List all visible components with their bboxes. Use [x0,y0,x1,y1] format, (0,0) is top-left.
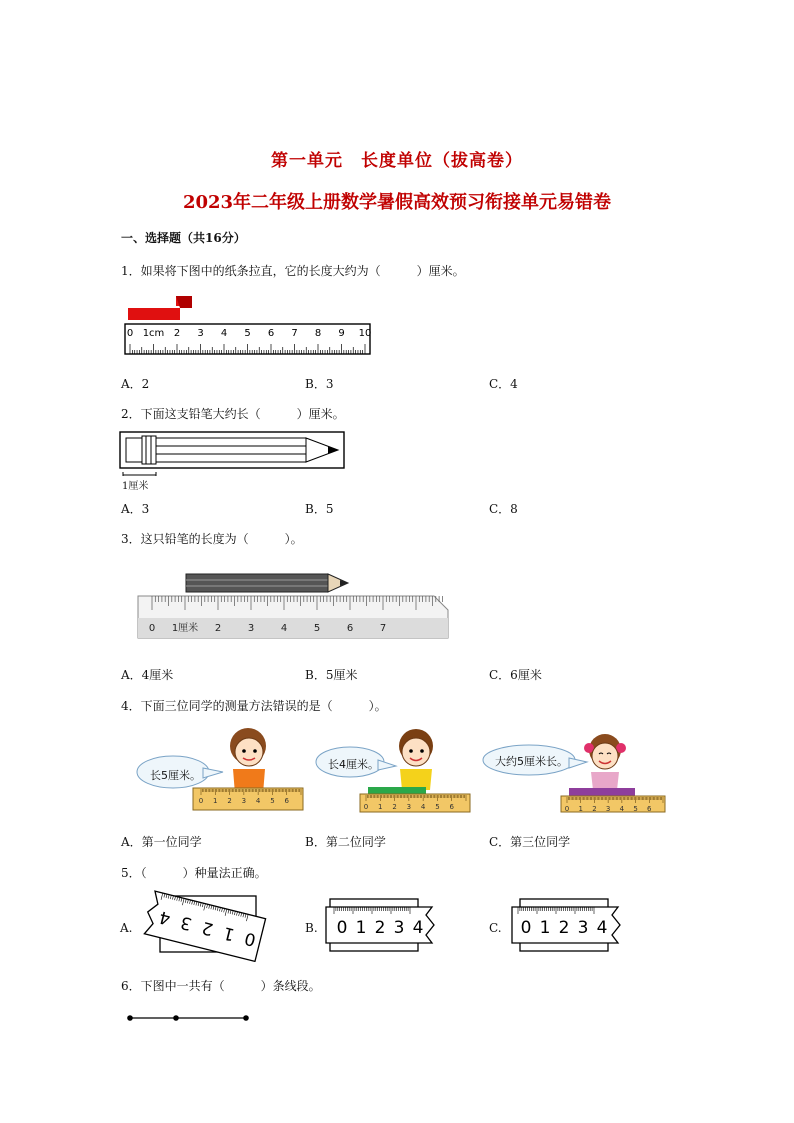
q4-ruler-label: 0 [363,803,369,811]
q6-point-2 [173,1015,179,1021]
q3-option-c[interactable]: C．6厘米 [489,668,542,682]
q4-ruler-label: 1 [578,805,583,813]
q1-ruler-label: 9 [338,328,345,339]
q4-ruler-label: 5 [270,797,275,805]
q4-ruler-label: 3 [605,805,611,813]
q1-ruler-label: 8 [314,328,322,339]
q5-ruler-digit: 2 [374,918,386,938]
q2-option-b[interactable]: B．5 [305,502,334,516]
q5-ruler-digit: 4 [596,918,608,938]
q5-ruler-digit: 2 [199,916,216,939]
question-2: 2．下面这支铅笔大约长（ ）厘米。 [121,407,345,421]
q5-ruler-digit: 4 [412,918,424,938]
q3-ruler-figure [134,566,452,642]
q5-ruler-digit: 1 [539,918,551,938]
q3-ruler-label: 0 [148,623,156,634]
q5-ruler-digit: 3 [577,918,589,938]
q4-ruler-label: 6 [449,803,454,811]
q1-ruler-label: 5 [244,328,251,339]
question-4: 4．下面三位同学的测量方法错误的是（ ）。 [121,699,387,713]
q5-ruler-digit: 0 [242,927,259,950]
q2-option-c[interactable]: C．8 [489,502,518,516]
q1-ruler-figure [122,292,374,358]
q1-ruler-label: 0 [126,328,134,339]
q4-ruler-label: 5 [435,803,440,811]
q3-option-b[interactable]: B．5厘米 [305,668,358,682]
q1-ruler-label: 2 [173,328,181,339]
q5-ruler-digit: 1 [355,918,367,938]
q1-ruler-label: 4 [220,328,228,339]
q4-ruler-label: 4 [420,803,426,811]
q5-option-b[interactable]: B. [305,921,318,935]
q5-figure-b [322,893,452,955]
q1-ruler-label: 6 [267,328,275,339]
q4-student-3 [477,726,667,814]
q2-option-a[interactable]: A．3 [121,502,150,516]
question-6: 6．下图中一共有（ ）条线段。 [121,979,321,993]
q4-option-b[interactable]: B．第二位同学 [305,835,386,849]
page-title: 第一单元 长度单位（拔高卷） [271,151,523,171]
q1-ruler-label: 3 [197,328,204,339]
q4-ruler-label: 1 [213,797,218,805]
q4-ruler-label: 2 [227,797,232,805]
q3-ruler-label: 5 [313,623,321,634]
q2-ferrule [142,436,156,464]
q4-option-a[interactable]: A．第一位同学 [121,835,202,849]
question-1: 1．如果将下图中的纸条拉直，它的长度大约为（ ）厘米。 [121,264,465,278]
q4-bubble-2: 长4厘米。 [328,758,379,771]
q1-option-c[interactable]: C．4 [489,377,518,391]
q4-bubble-1: 长5厘米。 [150,769,201,782]
q4-ruler-label: 6 [647,805,652,813]
q5-option-a[interactable]: A. [120,921,133,935]
q1-ruler-label: 10 [358,328,372,339]
q2-unit-label: 1厘米 [122,481,149,492]
q5-ruler-digit: 4 [157,906,173,929]
q3-ruler-label: 3 [247,623,255,634]
q5-figure-c [506,893,636,955]
q1-ruler-label: 7 [291,328,298,339]
q5-option-c[interactable]: C. [489,921,502,935]
q5-ruler-digit: 3 [393,918,405,938]
q3-pencil-body [186,574,328,592]
q4-bubble-3: 大约5厘米长。 [495,755,568,768]
q5-ruler-digit: 0 [336,918,348,938]
q4-ruler-label: 2 [392,803,397,811]
q4-ruler-label: 6 [284,797,289,805]
q4-ruler-label: 1 [378,803,383,811]
q3-ruler-label: 6 [346,623,354,634]
q5-figure-a [138,890,268,962]
q5-ruler-digit: 3 [178,911,194,934]
q5-ruler-digit: 1 [221,922,237,945]
q4-ruler-label: 0 [564,805,570,813]
q4-ruler-label: 0 [198,797,204,805]
q4-option-c[interactable]: C．第三位同学 [489,835,571,849]
section-heading: 一、选择题（共16分） [121,231,246,245]
q6-segments-figure [124,1011,254,1025]
q4-ruler-label: 3 [241,797,247,805]
q3-ruler-label: 1厘米 [171,623,199,634]
q1-option-b[interactable]: B．3 [305,377,334,391]
q1-paper-strip-fold [176,296,192,308]
question-5: 5．（ ）种量法正确。 [121,866,267,880]
q4-ruler-label: 2 [592,805,597,813]
q2-pencil-body [156,438,306,462]
q3-ruler-label: 4 [280,623,288,634]
q1-option-a[interactable]: A．2 [121,377,150,391]
q6-point-3 [243,1015,249,1021]
page-subtitle: 2023年二年级上册数学暑假高效预习衔接单元易错卷 [182,192,612,213]
q4-ruler-label: 4 [255,797,261,805]
q4-ruler-label: 4 [619,805,625,813]
q1-ruler-label: 1cm [142,328,165,339]
q6-point-1 [127,1015,133,1021]
q5-ruler-digit: 0 [520,918,532,938]
q3-ruler-label: 7 [379,623,387,634]
q5-ruler-digit: 2 [558,918,570,938]
q3-ruler-label: 2 [214,623,222,634]
q2-eraser [126,438,142,462]
q4-ruler-label: 3 [406,803,412,811]
q2-pencil-figure [118,430,348,490]
q3-option-a[interactable]: A．4厘米 [121,668,174,682]
question-3: 3．这只铅笔的长度为（ ）。 [121,532,303,546]
q4-ruler-label: 5 [633,805,638,813]
